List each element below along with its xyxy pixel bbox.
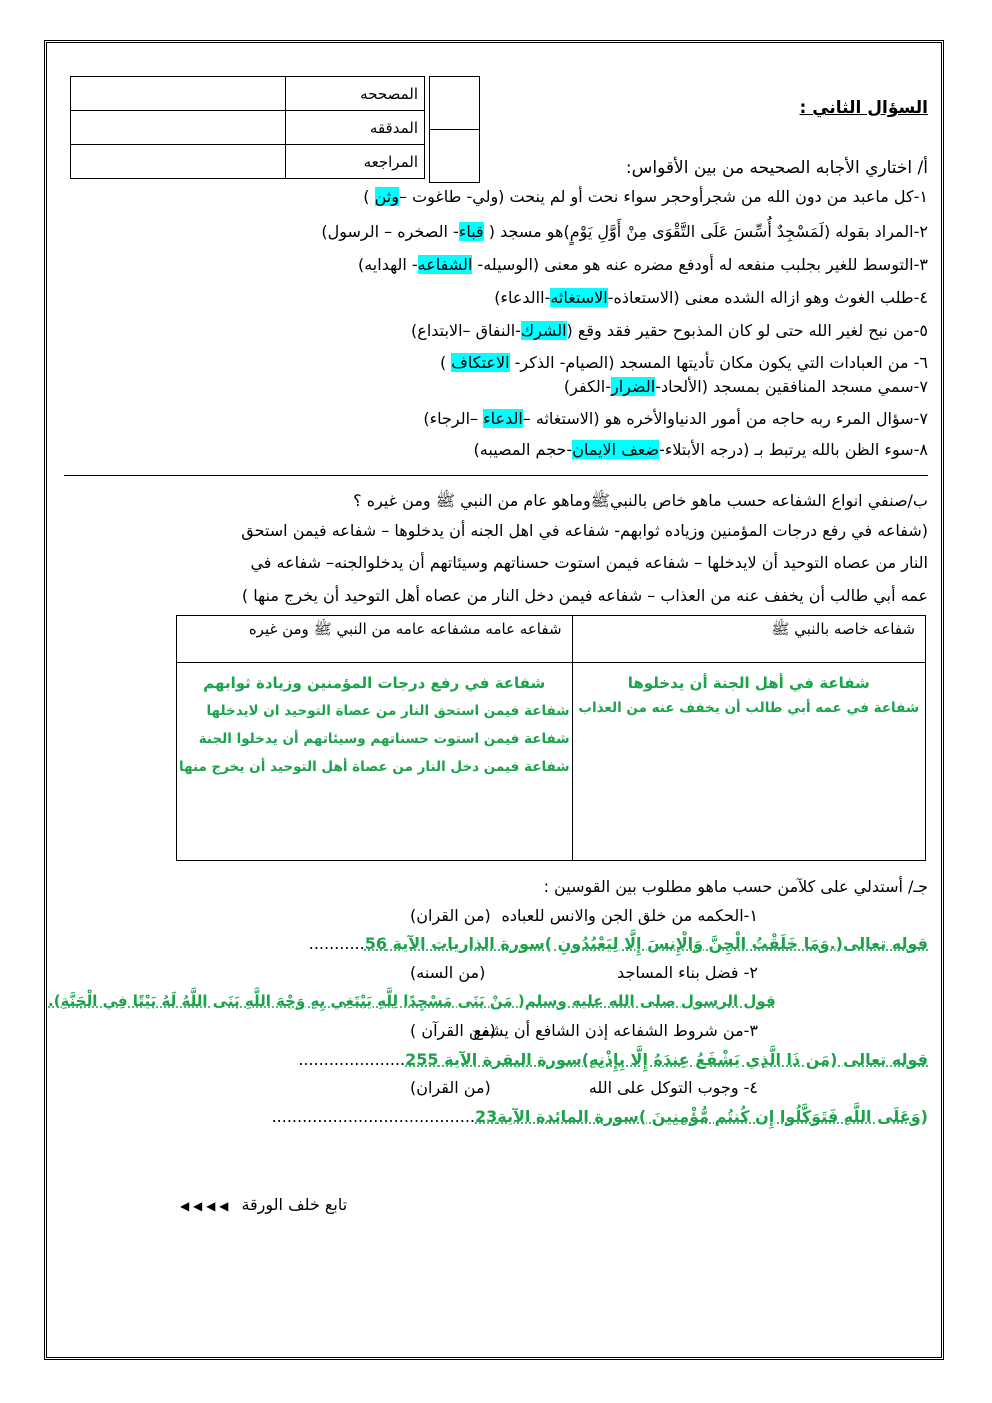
part-c-answer-line bbox=[309, 934, 928, 953]
item-text: ٤-طلب الغوث وهو ازاله الشده معنى (الاستعاذه- bbox=[607, 288, 928, 307]
item-text: ٦- من العبادات التي يكون مكان تأديتها المسجد (الصيام- الذكر- bbox=[509, 353, 928, 372]
general-answers-cell bbox=[177, 663, 573, 861]
item-text: ٨-سوء الظن بالله يرتبط بـ (درجه الأبتلاء- bbox=[659, 440, 928, 459]
item-text: ) bbox=[439, 353, 452, 372]
footer-text: تابع خلف الورقة bbox=[241, 1195, 348, 1214]
grade-row-label: المصححه bbox=[286, 77, 425, 111]
part-a-item bbox=[363, 187, 928, 206]
part-a-item bbox=[440, 353, 928, 372]
item-text: ) bbox=[363, 187, 375, 206]
grade-cell bbox=[71, 77, 286, 111]
item-text: ٢-المراد بقوله (لَمَسْجِدٌ أُسِّسَ عَلَى التَّقْوَى مِنْ أَوَّلِ يَوْمٍ)هو مسجد ( bbox=[483, 222, 928, 241]
part-a-item bbox=[358, 255, 928, 274]
item-text: -النفاق –الابتداع) bbox=[411, 321, 521, 340]
item-text: -حجم المصيبه) bbox=[473, 440, 573, 459]
part-a-instruction: أ/ اختاري الأجابه الصحيحه من بين الأقواس: bbox=[625, 158, 928, 178]
highlighted-answer: وثن bbox=[374, 187, 399, 206]
shafaa-classification-table bbox=[176, 615, 926, 861]
footer-continue bbox=[180, 1195, 347, 1214]
part-b-options-line: عمه أبي طالب أن يخفف عنه من العذاب – شفاعه فيمن دخل النار من عصاه أهل التوحيد أن يخرج منها ) bbox=[241, 586, 928, 605]
grade-row-label: المراجعه bbox=[286, 145, 425, 179]
score-box bbox=[429, 76, 480, 183]
highlighted-answer: قباء bbox=[458, 222, 484, 241]
grading-table bbox=[70, 76, 425, 179]
special-answer: شفاعة في عمه أبي طالب أن يخفف عنه من العذاب bbox=[578, 700, 920, 716]
part-c-instruction: جـ/ أستدلي على كلآمن حسب ماهو مطلوب بين القوسين : bbox=[543, 877, 928, 896]
grade-row-label: المدققه bbox=[286, 111, 425, 145]
special-answers-cell bbox=[572, 663, 925, 861]
part-b-options-line: (شفاعه في رفع درجات المؤمنين وزياده ثوابهم- شفاعه في اهل الجنه أن يدخلوها – شفاعه فيمن استحق bbox=[241, 521, 928, 540]
answer-text: (وَعَلَى اللَّهِ فَتَوَكَّلُوا إِن كُنتُم مُّؤْمِنِينَ )سورة المائدة الآية23 bbox=[475, 1107, 928, 1126]
score-cell bbox=[430, 77, 480, 130]
part-a-item bbox=[423, 409, 928, 428]
general-answer: شفاعة في رفع درجات المؤمنين وزيادة ثوابهم bbox=[203, 674, 546, 692]
item-text: ٥-من نبح لغير الله حتى لو كان المذبوح حقير فقد وقع ( bbox=[566, 321, 928, 340]
part-a-item bbox=[321, 222, 928, 241]
part-c-source: (من القران) bbox=[410, 906, 491, 925]
part-a-item bbox=[411, 321, 928, 340]
part-c-question: ٣-من شروط الشفاعه إذن الشافع أن يشفع bbox=[473, 1021, 758, 1040]
part-c-source: (من القرآن ) bbox=[410, 1021, 496, 1040]
part-b-question: ب/صنفي انواع الشفاعه حسب ماهو خاص بالنبيﷺوماهو عام من النبي ﷺ ومن غيره ؟ bbox=[353, 491, 928, 510]
item-text: –الرجاء) bbox=[423, 409, 484, 428]
highlighted-answer: ضعف الايمان bbox=[572, 440, 660, 459]
part-a-item bbox=[474, 440, 928, 459]
item-text: - الهدايه) bbox=[357, 255, 418, 274]
grade-cell bbox=[71, 111, 286, 145]
highlighted-answer: الضرار bbox=[611, 377, 656, 396]
part-c-question: ١-الحكمه من خلق الجن والانس للعباده bbox=[501, 906, 758, 925]
score-cell bbox=[430, 130, 480, 183]
highlighted-answer: الشرك bbox=[520, 321, 567, 340]
answer-text: قول الرسول صلى الله عليه وسلم( مَنْ بَنَى مَسْجِدًا لِلَّهِ يَبْتَغِي بِهِ وَجْهَ اللَّهِ بَنَى اللَّهُ لَهُ بَيْتًا فِي الْجَنَّةِ). bbox=[48, 992, 776, 1010]
general-answer: شفاعة فيمن استحق النار من عصاة التوحيد ان لايدخلها bbox=[206, 703, 570, 719]
item-text: ٧-سؤال المرء ربه حاجه من أمور الدنياوالأخره هو (الاستغاثه – bbox=[522, 409, 928, 428]
item-text: ٣-التوسط للغير بجلبب منفعه له أودفع مضره عنه هو معنى (الوسيله- bbox=[472, 255, 928, 274]
item-text: -االدعاء) bbox=[494, 288, 551, 307]
part-c-answer-line bbox=[48, 992, 776, 1010]
header-general: شفاعه عامه مشفاعه عامه من النبي ﷺ ومن غيره bbox=[177, 616, 573, 663]
part-b-options-line: النار من عصاه التوحيد أن لايدخلها – شفاعه فيمن استوت حسناتهم وسيئاتهم أن يدخلوالجنه– شفاعه في bbox=[250, 553, 928, 572]
answer-dots: ..................... bbox=[298, 1050, 406, 1069]
item-text: -الكفر) bbox=[563, 377, 611, 396]
part-a-item bbox=[494, 288, 928, 307]
grade-cell bbox=[71, 145, 286, 179]
item-text: ٧-سمي مسجد المنافقين بمسجد (الألحاد- bbox=[655, 377, 928, 396]
highlighted-answer: الدعاء bbox=[483, 409, 523, 428]
answer-dots: ........................................ bbox=[271, 1107, 476, 1126]
part-c-question: ٢- فضل بناء المساجد bbox=[617, 963, 758, 982]
highlighted-answer: الشفاعه bbox=[417, 255, 473, 274]
part-c-question: ٤- وجوب التوكل على الله bbox=[588, 1078, 758, 1097]
arrow-left-icon: ◀ ◀ ◀ ◀ bbox=[180, 1199, 229, 1213]
item-text: - الصخره – الرسول) bbox=[321, 222, 459, 241]
general-answer: شفاعة فيمن استوت حسناتهم وسيئاتهم أن يدخلوا الجنة bbox=[198, 731, 570, 747]
highlighted-answer: الاعتكاف bbox=[451, 353, 510, 372]
item-text: ١-كل ماعبد من دون الله من شجرأوحجر سواء نحت أو لم ينحت (ولي- طاغوت – bbox=[398, 187, 928, 206]
part-c-source: (من القران) bbox=[410, 1078, 491, 1097]
answer-dots: ........... bbox=[308, 934, 365, 953]
section-divider bbox=[64, 475, 928, 476]
answer-text: قوله تعالى (مَن ذَا الَّذِي يَشْفَعُ عِندَهُ إِلَّا بِإِذْنِهِ)سورة البقرة الآية 255 bbox=[405, 1050, 928, 1069]
special-answer: شفاعة في أهل الجنة أن يدخلوها bbox=[627, 674, 870, 692]
general-answer: شفاعة فيمن دخل النار من عصاة أهل التوحيد أن يخرج منها bbox=[179, 759, 570, 775]
part-c-source: (من السنه) bbox=[410, 963, 486, 982]
highlighted-answer: الاستغاثه bbox=[550, 288, 608, 307]
answer-text: قوله تعالى(.وَمَا خَلَقْتُ الْجِنَّ وَالْإِنسَ إِلَّا لِيَعْبُدُونِ )سورة الذاريات الآية 56 bbox=[364, 934, 928, 953]
question-title: السؤال الثاني : bbox=[799, 98, 928, 118]
part-c-answer-line bbox=[298, 1050, 928, 1069]
part-c-answer-line bbox=[272, 1107, 928, 1126]
header-special: شفاعه خاصه بالنبي ﷺ bbox=[572, 616, 925, 663]
part-a-item bbox=[564, 377, 928, 396]
